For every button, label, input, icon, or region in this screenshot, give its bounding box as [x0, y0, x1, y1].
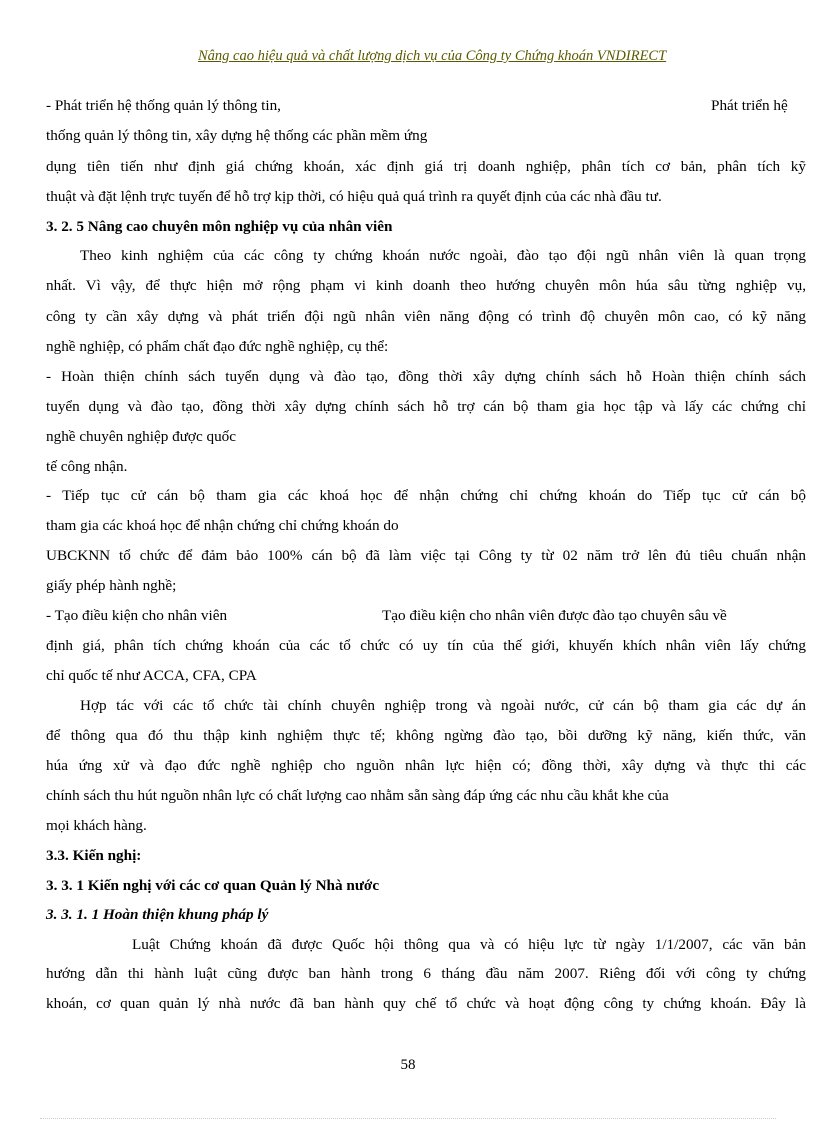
paragraph-line: định giá, phân tích chứng khoán của các tổ chức có uy tín của thế giới, khuyến khích nhân viên lấy chứng: [46, 637, 806, 654]
running-header-title: Nâng cao hiệu quả và chất lượng dịch vụ của Công ty Chứng khoán VNDIRECT: [198, 48, 667, 64]
paragraph-line: nhất. Vì vậy, để thực hiện mở rộng phạm vi kinh doanh theo hướng chuyên môn húa sâu từng nghiệp vụ,: [46, 277, 806, 294]
paragraph-line: thuật và đặt lệnh trực tuyến để hỗ trợ kịp thời, có hiệu quả quá trình ra quyết định của các nhà đầu tư.: [46, 188, 662, 205]
paragraph-line: Theo kinh nghiệm của các công ty chứng khoán nước ngoài, đào tạo đội ngũ nhân viên là quan trọng: [80, 247, 806, 264]
footer-divider: [40, 1118, 776, 1119]
section-heading-3-3-1-1: 3. 3. 1. 1 Hoàn thiện khung pháp lý: [46, 906, 269, 923]
paragraph-line: chỉ quốc tế như ACCA, CFA, CPA: [46, 667, 257, 684]
running-header: [0, 48, 816, 68]
bullet-info-system-dup: Phát triển hệ: [711, 97, 788, 114]
paragraph-line: thống quản lý thông tin, xây dựng hệ thống các phần mềm ứng: [46, 127, 428, 144]
bullet-conditions: - Tạo điều kiện cho nhân viên: [46, 607, 228, 624]
section-heading-3-2-5: 3. 2. 5 Nâng cao chuyên môn nghiệp vụ của nhân viên: [46, 218, 393, 235]
paragraph-line: công ty cần xây dựng và phát triển đội ngũ nhân viên năng động có trình độ chuyên môn cao, có kỹ năng: [46, 308, 806, 325]
section-heading-3-3: 3.3. Kiến nghị:: [46, 847, 142, 864]
paragraph-line: tham gia các khoá học để nhận chứng chỉ chứng khoán do: [46, 517, 399, 534]
paragraph-line: mọi khách hàng.: [46, 817, 147, 834]
paragraph-line: hướng dẫn thi hành luật cũng được ban hành trong 6 tháng đầu năm 2007. Riêng đối với công ty chứng: [46, 965, 806, 982]
paragraph-line: dụng tiên tiến như định giá chứng khoán, xác định giá trị doanh nghiệp, phân tích cơ bản, phân tích kỹ: [46, 158, 806, 175]
paragraph-line: tế công nhận.: [46, 458, 128, 475]
paragraph-line: húa ứng xử và đạo đức nghề nghiệp cho nguồn nhân lực hiện có; đồng thời, xây dựng và thực thi các: [46, 757, 806, 774]
paragraph-line: để thông qua đó thu thập kinh nghiệm thực tế; không ngừng đào tạo, bồi dưỡng kỹ năng, kiến thức, văn: [46, 727, 806, 744]
paragraph-line: Hợp tác với các tổ chức tài chính chuyên nghiệp trong và ngoài nước, cử cán bộ tham gia các dự án: [80, 697, 806, 714]
paragraph-line: tuyển dụng và đào tạo, đồng thời xây dựng chính sách hỗ trợ cán bộ tham gia học tập và lấy các chứng chỉ: [46, 398, 806, 415]
bullet-training: - Tiếp tục cử cán bộ tham gia các khoá học để nhận chứng chỉ chứng khoán do Tiếp tục cử cán bộ: [46, 487, 806, 504]
page-number: 58: [400, 1057, 416, 1073]
bullet-recruitment: - Hoàn thiện chính sách tuyển dụng và đào tạo, đồng thời xây dựng chính sách hỗ Hoàn thiện chính sách: [46, 368, 806, 385]
paragraph-line: giấy phép hành nghề;: [46, 577, 177, 594]
paragraph-line: khoán, cơ quan quản lý nhà nước đã ban hành quy chế tổ chức và hoạt động công ty chứng khoán. Đây là: [46, 995, 806, 1012]
paragraph-line: UBCKNN tổ chức để đảm bảo 100% cán bộ đã làm việc tại Công ty từ 02 năm trở lên đủ tiêu chuẩn nhận: [46, 547, 806, 564]
paragraph-line: Luật Chứng khoán đã được Quốc hội thông qua và có hiệu lực từ ngày 1/1/2007, các văn bản: [132, 936, 806, 953]
section-heading-3-3-1: 3. 3. 1 Kiến nghị với các cơ quan Quản lý Nhà nước: [46, 877, 380, 894]
paragraph-line: chính sách thu hút nguồn nhân lực có chất lượng cao nhằm sẵn sàng đáp ứng các nhu cầu khắt khe của: [46, 787, 669, 804]
paragraph-line: nghề chuyên nghiệp được quốc: [46, 428, 237, 445]
bullet-info-system: - Phát triển hệ thống quản lý thông tin,: [46, 97, 281, 114]
bullet-conditions-dup: Tạo điều kiện cho nhân viên được đào tạo chuyên sâu về: [382, 607, 727, 624]
paragraph-line: nghề nghiệp, có phẩm chất đạo đức nghề nghiệp, cụ thể:: [46, 338, 389, 355]
